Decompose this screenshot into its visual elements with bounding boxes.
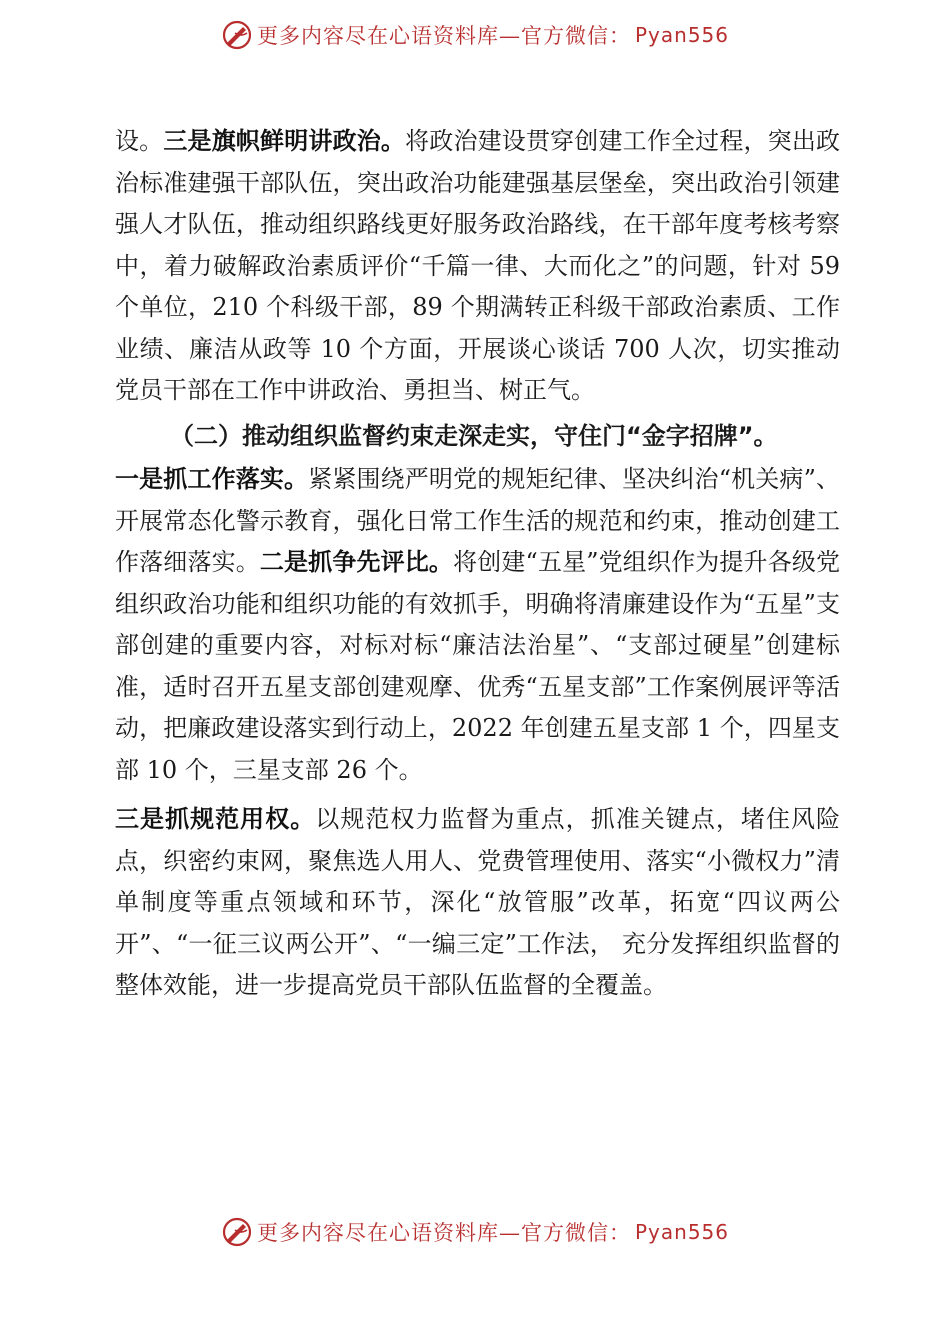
watermark-wechat-id: Pyan556 — [634, 23, 729, 47]
watermark-footer — [0, 1212, 950, 1252]
watermark-text: 更多内容尽在心语资料库—官方微信： — [256, 1221, 631, 1245]
pen-logo-icon — [221, 19, 253, 51]
paragraph-2-text-1: 紧紧围绕严明党的规矩纪律、坚决纠治“机关病”、开展常态化警示教育，强化日常工作生活的规范和约束，推动创建工作落细落实。 — [115, 465, 840, 576]
heading-political: 三是旗帜鲜明讲政治。 — [163, 127, 406, 155]
paragraph-1-lead: 设。 — [115, 127, 164, 155]
heading-competition: 二是抓争先评比。 — [259, 548, 454, 576]
paragraph-1 — [115, 121, 840, 412]
paragraph-1-text: 将政治建设贯穿创建工作全过程，突出政治标准建强干部队伍，突出政治功能建强基层堡垒，突出政治引领建强人才队伍，推动组织路线更好服务政治路线，在干部年度考核考察中，着力破解政治素质评价“千篇一律、大而化之”的问题，针对 59 个单位，210 个科级干部，89 个期满转正科级干部政治素质、工作业绩、廉洁从政等 10 个方面，开展谈心谈话 700 人次，切实推动党员干部在工作中讲政治、勇担当、树正气。 — [115, 127, 841, 404]
watermark-header — [0, 15, 950, 55]
heading-power-use: 三是抓规范用权。 — [115, 805, 316, 833]
paragraph-2-text-2: 将创建“五星”党组织作为提升各级党组织政治功能和组织功能的有效抓手，明确将清廉建设作为“五星”支部创建的重要内容，对标对标“廉洁法治星”、“支部过硬星”创建标准，适时召开五星支部创建观摩、优秀“五星支部”工作案例展评等活动，把廉政建设落实到行动上，2022 年创建五星支部 1 个，四星支部 10 个，三星支部 26 个。 — [115, 548, 840, 784]
heading-work-implementation: 一是抓工作落实。 — [115, 465, 309, 493]
document-body — [115, 121, 840, 1007]
section-subheading: （二）推动组织监督约束走深走实，守住门“金字招牌”。 — [170, 421, 778, 450]
paragraph-3 — [115, 799, 840, 1007]
pen-logo-icon — [221, 1216, 253, 1248]
paragraph-2 — [115, 459, 840, 791]
paragraph-3-text: 以规范权力监督为重点，抓准关键点，堵住风险点，织密约束网，聚焦选人用人、党费管理使用、落实“小微权力”清单制度等重点领域和环节，深化“放管服”改革，拓宽“四议两公开”、“一征三议两公开”、“一编三定”工作法， 充分发挥组织监督的整体效能，进一步提高党员干部队伍监督的全覆盖。 — [115, 805, 841, 999]
watermark-wechat-id: Pyan556 — [634, 1220, 729, 1244]
watermark-text: 更多内容尽在心语资料库—官方微信： — [256, 24, 631, 48]
